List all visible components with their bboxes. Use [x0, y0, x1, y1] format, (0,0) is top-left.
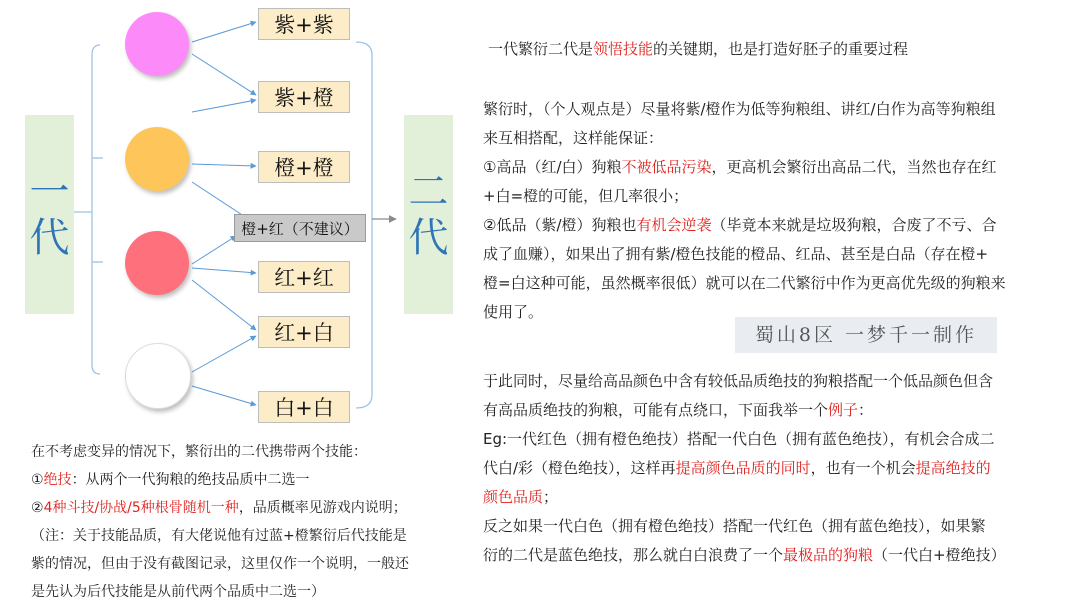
- note-line-3: [31, 494, 471, 522]
- p2-line-7-highlight: 最极品的狗粮: [783, 546, 874, 564]
- note-line-2-highlight: 绝技: [43, 472, 72, 488]
- note-line-2-prefix: ①: [31, 472, 44, 488]
- second-gen-char-1: 二: [408, 168, 449, 215]
- purple-parent-circle: [125, 12, 189, 76]
- first-generation-label: [25, 115, 74, 314]
- combo-purple-orange: 紫+橙: [258, 81, 350, 113]
- p2-line-1: 于此同时，尽量给高品颜色中含有较低品质绝技的狗粮搭配一个低品颜色但含: [483, 372, 994, 390]
- combo-white-white: 白+白: [258, 391, 350, 423]
- first-gen-char-1: 一: [29, 168, 70, 215]
- combo-red-white: 红+白: [258, 316, 350, 348]
- p2-line-5b: ；: [543, 488, 559, 506]
- p2-line-3: Eg:一代红色（拥有橙色绝技）搭配一代白色（拥有蓝色绝技），有机会合成二: [483, 430, 995, 448]
- p2-line-4-highlight-1: 提高颜色品质的同时: [675, 459, 811, 477]
- title-part-b: 的关键期，也是打造好胚子的重要过程: [653, 40, 909, 58]
- left-bracket: [74, 45, 103, 374]
- p2-line-2a: 有高品质绝技的狗粮，可能有点绕口，下面我举一个: [483, 401, 829, 419]
- paragraph-breeding-strategy: [483, 95, 1073, 327]
- note-line-6: 是先认为后代技能是从前代两个品质中二选一）: [31, 584, 325, 600]
- second-gen-char-2: 代: [408, 214, 449, 261]
- combo-red-red: 红+红: [258, 261, 350, 293]
- note-line-3-rest: ，品质概率见游戏内说明；: [238, 500, 407, 516]
- bottom-left-notes: [31, 438, 471, 606]
- note-line-3-prefix: ②: [31, 500, 44, 516]
- p1-line-5: [483, 211, 1073, 240]
- title-highlight: 领悟技能: [593, 40, 654, 58]
- p1-line-3a: ①高品（红/白）狗粮: [483, 158, 622, 176]
- paragraph-example: [483, 367, 1073, 570]
- p1-line-5-highlight: 有机会逆袭: [636, 216, 712, 234]
- p1-line-4: +白=橙的可能，但几率很小；: [483, 187, 689, 205]
- note-line-5: 紫的情况，但由于没有截图记录，这里仅作一个说明，一般还: [31, 556, 409, 572]
- p2-line-4b: ，也有一个机会: [810, 459, 916, 477]
- author-watermark: 蜀山8区 一梦千一制作: [735, 317, 997, 353]
- right-title: [488, 38, 908, 59]
- p2-line-7a: 衍的二代是蓝色绝技，那么就白白浪费了一个: [483, 546, 784, 564]
- first-gen-char-2: 代: [29, 214, 70, 261]
- combo-orange-orange: 橙+橙: [258, 151, 350, 183]
- combo-purple-purple: 紫+紫: [258, 8, 350, 40]
- combo-orange-red-not-recommended: 橙+红（不建议）: [234, 214, 366, 242]
- p1-line-1: 繁衍时，（个人观点是）尽量将紫/橙作为低等狗粮组、讲红/白作为高等狗粮组: [483, 100, 996, 118]
- p1-line-5b: （毕竟本来就是垃圾狗粮，合废了不亏、合: [711, 216, 997, 234]
- p2-line-4a: 代白/彩（橙色绝技），这样再: [483, 459, 676, 477]
- note-line-4: （注：关于技能品质，有大佬说他有过蓝+橙繁衍后代技能是: [31, 528, 407, 544]
- p1-line-3-highlight: 不被低品污染: [621, 158, 712, 176]
- p2-line-2b: ：: [858, 401, 874, 419]
- p2-line-4: [483, 454, 1073, 483]
- red-parent-circle: [125, 231, 189, 295]
- note-line-3-highlight: 4种斗技/协战/5种根骨随机一种: [43, 500, 239, 516]
- p1-line-8: 使用了。: [483, 303, 544, 321]
- p2-line-5-highlight: 颜色品质: [483, 488, 544, 506]
- p2-line-5: [483, 483, 1073, 512]
- note-line-2-rest: ：从两个一代狗粮的绝技品质中二选一: [71, 472, 310, 488]
- p2-line-2: [483, 396, 1073, 425]
- p2-line-7: [483, 541, 1073, 570]
- orange-parent-circle: [125, 127, 189, 191]
- title-part-a: 一代繁衍二代是: [488, 40, 594, 58]
- p1-line-3b: ，更高机会繁衍出高品二代，当然也存在红: [711, 158, 997, 176]
- p1-line-7: 橙=白这种可能，虽然概率很低）就可以在二代繁衍中作为更高优先级的狗粮来: [483, 274, 1006, 292]
- p2-line-7b: （一代白+橙绝技）: [873, 546, 1006, 564]
- white-parent-circle: [125, 343, 191, 409]
- p2-line-4-highlight-2: 提高绝技的: [915, 459, 991, 477]
- p2-line-6: 反之如果一代白色（拥有橙色绝技）搭配一代红色（拥有蓝色绝技），如果繁: [483, 517, 986, 535]
- note-line-1: 在不考虑变异的情况下，繁衍出的二代携带两个技能：: [31, 444, 367, 460]
- p1-line-6: 成了血赚），如果出了拥有紫/橙色技能的橙品、红品、甚至是白品（存在橙+: [483, 245, 989, 263]
- p1-line-3: [483, 153, 1073, 182]
- second-generation-label: [404, 115, 453, 314]
- note-line-2: [31, 466, 471, 494]
- p2-line-2-highlight: 例子: [828, 401, 859, 419]
- p1-line-2: 来互相搭配，这样能保证：: [483, 129, 664, 147]
- p1-line-5a: ②低品（紫/橙）狗粮也: [483, 216, 637, 234]
